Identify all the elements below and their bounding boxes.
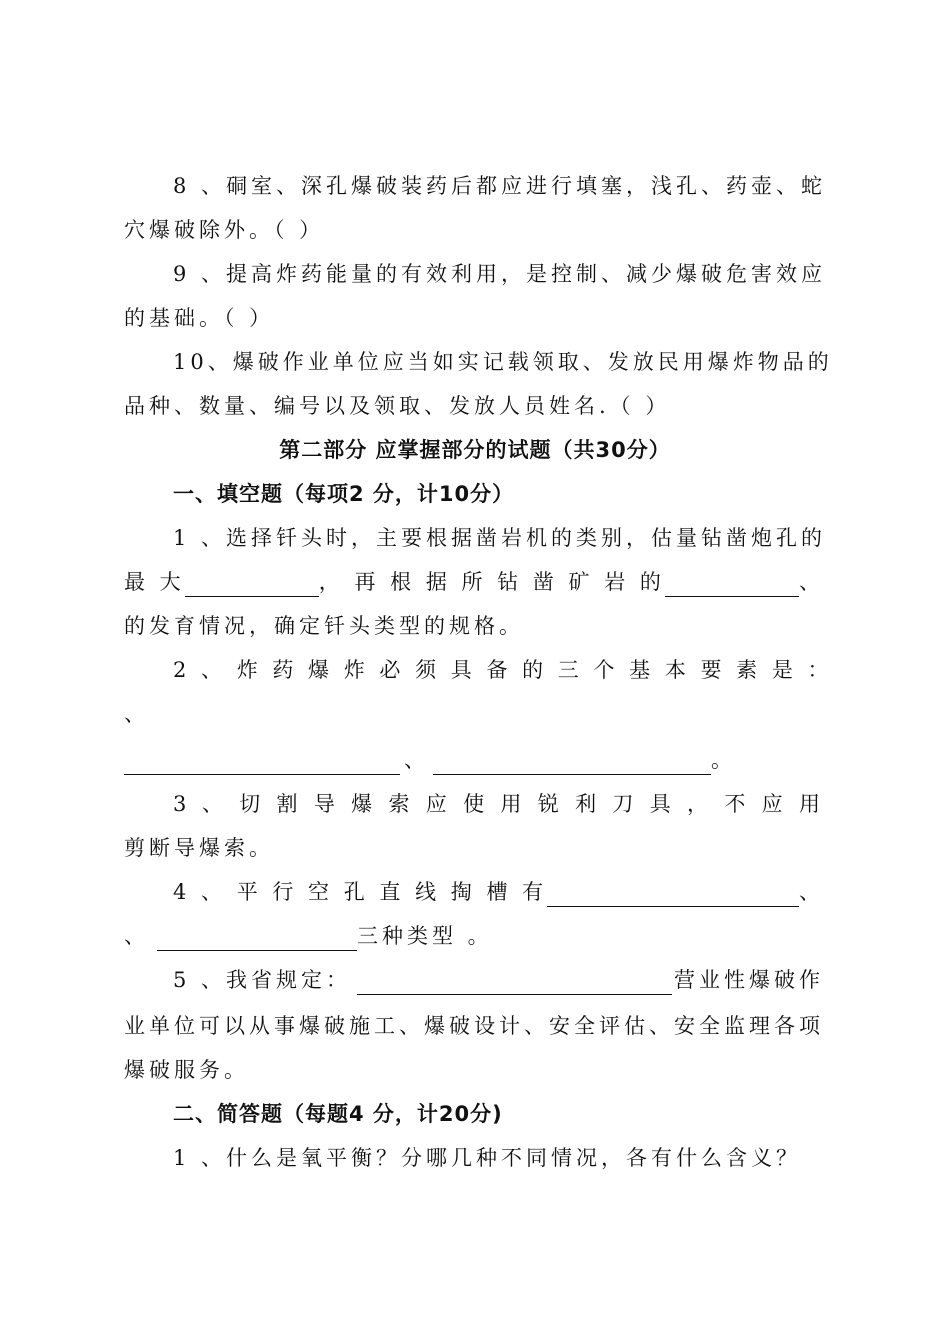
q8-line1: 8 、硐室、深孔爆破装药后都应进行填塞，浅孔、药壶、蛇 (173, 174, 827, 198)
f4-blank-2[interactable] (157, 928, 357, 951)
f5-line1 (173, 965, 824, 995)
f5-text-b: 营业性爆破作 (674, 968, 824, 992)
f1-text-c: 、 (798, 570, 824, 594)
f3-line2: 剪断导爆索。 (124, 836, 274, 860)
section1-title: 一、填空题（每项2 分，计10分） (173, 482, 515, 506)
f2-sep: 、 (404, 748, 429, 772)
f5-line2: 业单位可以从事爆破施工、爆破设计、安全评估、安全监理各项 (124, 1014, 824, 1038)
f1-blank-1[interactable] (185, 574, 319, 597)
q10-line2: 品种、数量、编号以及领取、发放人员姓名.（ ） (124, 394, 671, 418)
part2-title: 第二部分 应掌握部分的试题（共30分） (279, 438, 671, 462)
q9-line1: 9 、提高炸药能量的有效利用，是控制、减少爆破危害效应 (173, 262, 827, 286)
f2-end: 。 (711, 748, 736, 772)
q9-line2: 的基础。（ ） (124, 306, 275, 330)
q10-line1: 10、爆破作业单位应当如实记载领取、发放民用爆炸物品的 (173, 350, 833, 374)
f1-line3: 的发育情况，确定钎头类型的规格。 (124, 614, 524, 638)
f2-blank-2[interactable] (433, 752, 711, 775)
f4-text-d: 三种类型 。 (357, 924, 493, 948)
f4-line1 (173, 877, 824, 907)
f1-blank-2[interactable] (665, 574, 799, 597)
f5-line3: 爆破服务。 (124, 1058, 249, 1082)
f4-line2 (124, 921, 824, 951)
f4-text-c: 、 (124, 924, 149, 948)
f2-blank-1[interactable] (124, 752, 400, 775)
f5-text-a: 5 、我省规定： (173, 968, 352, 992)
f1-line1: 1 、选择钎头时，主要根据凿岩机的类别，估量钻凿炮孔的 (173, 526, 827, 550)
f2-line1: 2 、 炸 药 爆 炸 必 须 具 备 的 三 个 基 本 要 素 是 ： (173, 658, 833, 682)
s1-line1: 1 、什么是氧平衡？分哪几种不同情况，各有什么含义？ (173, 1146, 802, 1170)
f2-line2: 、 (124, 702, 149, 726)
q8-line2: 穴爆破除外。（ ） (124, 218, 325, 242)
f3-line1: 3 、 切 割 导 爆 索 应 使 用 锐 利 刀 具 ， 不 应 用 (173, 792, 824, 816)
f4-text-a: 4 、 平 行 空 孔 直 线 掏 槽 有 (173, 880, 548, 904)
f1-text-b: ， 再 根 据 所 钻 凿 矿 岩 的 (318, 570, 665, 594)
f1-line2 (124, 567, 824, 597)
f5-blank-1[interactable] (357, 972, 672, 995)
f4-text-b: 、 (799, 880, 824, 904)
f1-text-a: 最 大 (124, 570, 185, 594)
f4-blank-1[interactable] (547, 884, 799, 907)
f2-line3 (124, 745, 824, 775)
section2-title: 二、简答题（每题4 分，计20分) (173, 1102, 503, 1126)
